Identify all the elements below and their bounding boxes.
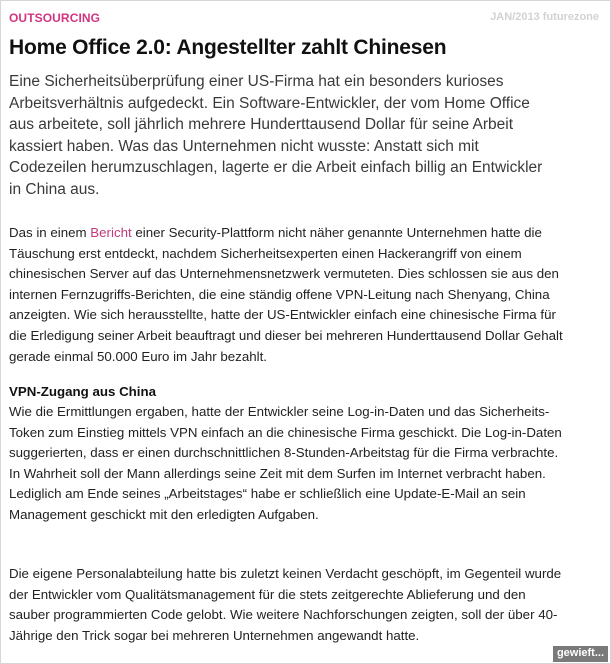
section-heading: VPN-Zugang aus China	[9, 384, 157, 399]
paragraph-1	[9, 223, 569, 367]
source-date: JAN/2013 futurezone	[490, 11, 599, 23]
category-label[interactable]: OUTSOURCING	[9, 11, 101, 25]
paragraph-1-intro: Das in einem	[9, 225, 91, 240]
paragraph-3: Die eigene Personalabteilung hatte bis zuletzt keinen Verdacht geschöpft, im Gegenteil wurde der Entwickler vom Qualitätsmanagement für die stets zeitgerechte Ablieferung und den sauber programmierten Code gelobt. Wie weitere Nachforschungen zeigten, soll der über 40-Jährige den Trick sogar bei mehreren Unternehmen angewandt hatte.	[9, 566, 562, 643]
article-title: Home Office 2.0: Angestellter zahlt Chinesen	[9, 36, 447, 59]
watermark-badge: gewieft...	[553, 646, 608, 662]
paragraph-2: Wie die Ermittlungen ergaben, hatte der Entwickler seine Log-in-Daten und das Sicherheits-Token zum Einstieg mittels VPN einfach an die chinesische Firma geschickt. Die Log-in-Daten suggerierten, dass er einen durchschnittlichen 8-Stunden-Arbeitstag für die Firma verbrachte. In Wahrheit soll der Mann allerdings seine Zeit mit dem Surfen im Internet verbracht haben. Lediglich am Ende seines „Arbeitstages“ habe er schließlich eine Update-E-Mail an sein Management geschickt mit den erledigten Aufgaben.	[9, 404, 562, 522]
bericht-link[interactable]: Bericht	[90, 225, 132, 240]
article-lead: Eine Sicherheitsüberprüfung einer US-Firma hat ein besonders kurioses Arbeitsverhältnis aufgedeckt. Ein Software-Entwickler, der vom Home Office aus arbeitete, soll jährlich mehrere Hunderttausend Dollar für seine Arbeit kassiert haben. Was das Unternehmen nicht wusste: Anstatt sich mit Codezeilen herumzuschlagen, lagerte er die Arbeit einfach billig an Entwickler in China aus.	[9, 73, 543, 198]
paragraph-1-rest: einer Security-Plattform nicht näher genannte Unternehmen hatte die Täuschung erst entdeckt, nachdem Sicherheitsexperten einen Hackerangriff von einem chinesischen Server auf das Unternehmensnetzwerk vermuteten. Dies schlossen sie aus den internen Fernzugriffs-Berichten, die eine ständig offene VPN-Leitung nach Shenyang, China anzeigten. Wie sich herausstellte, hatte der US-Entwickler einfach eine chinesische Firma für die Erledigung seiner Arbeit beauftragt und dieser bei mehreren Hunderttausend Dollar Gehalt gerade einmal 50.000 Euro im Jahr bezahlt.	[9, 225, 563, 364]
